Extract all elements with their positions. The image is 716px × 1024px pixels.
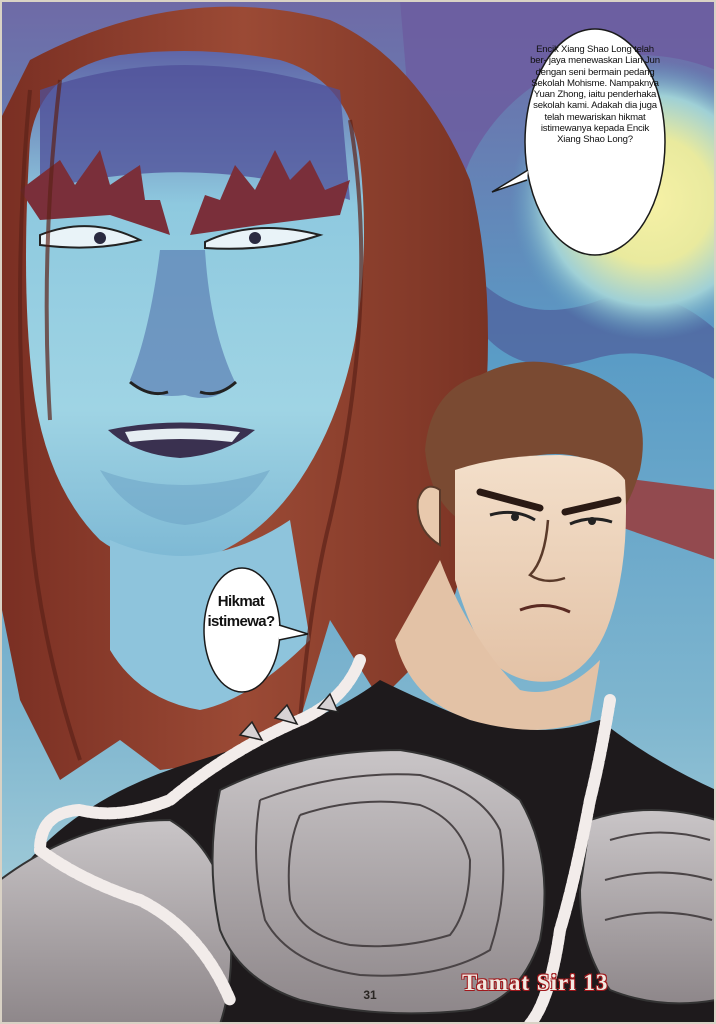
hero-right-pupil [588,517,596,525]
speech-text-top: Encik Xiang Shao Long telah ber- jaya menewaskan Lian Jun dengan seni bermain pedang Sekolah Mohisme. Nampaknya Yuan Zhong, iaitu penderhaka sekolah kami. Adakah dia juga telah mewariskan hikmat istimewanya kepada Encik Xiang Shao Long? [530,44,660,146]
villain-left-pupil [94,232,106,244]
hero-left-pupil [511,513,519,521]
villain-right-pupil [249,232,261,244]
speech-text-mid: Hikmat istimewa? [207,593,275,630]
end-caption: Tamat Siri 13 [462,970,609,995]
page-number: 31 [363,988,377,1002]
